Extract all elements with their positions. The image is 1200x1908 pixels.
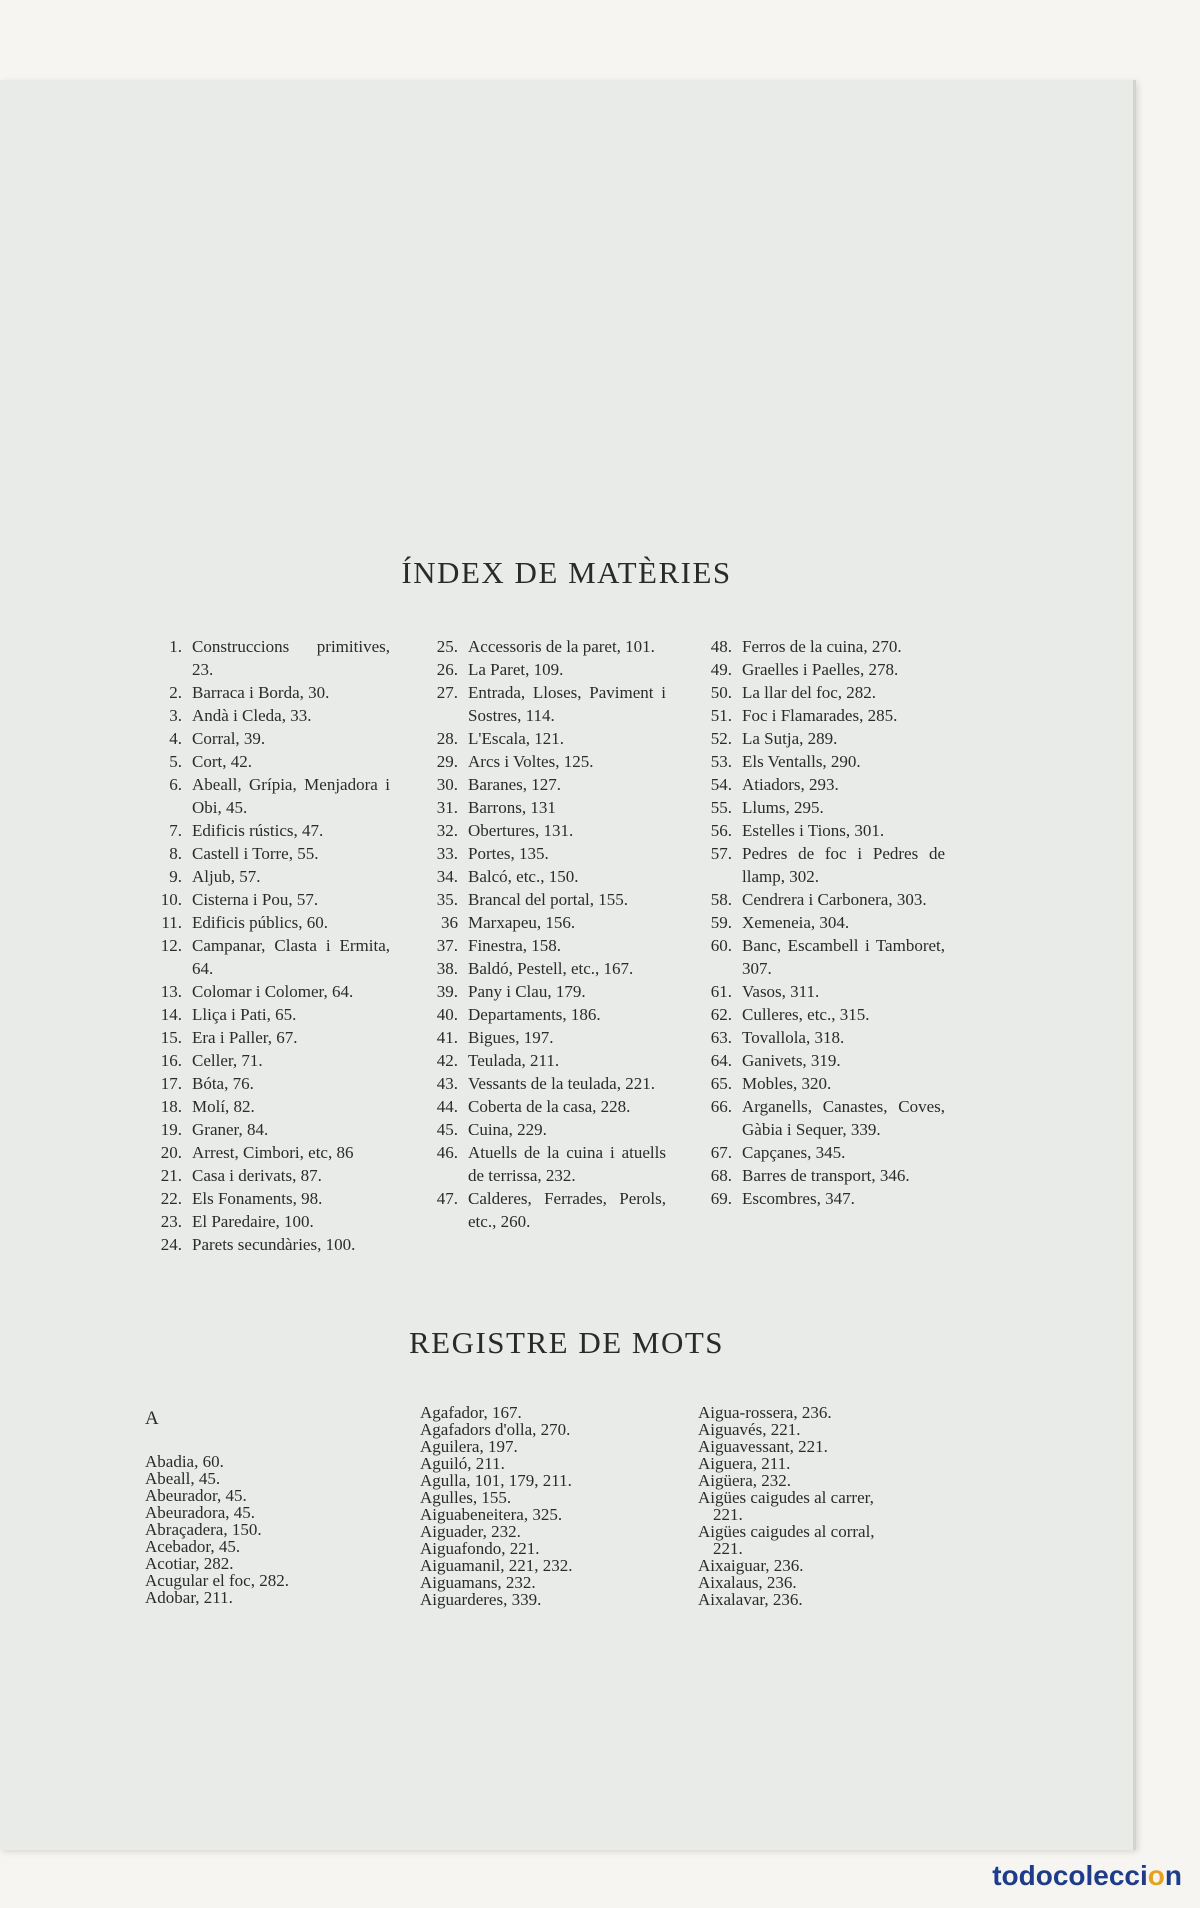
index-entry-text: Vessants de la teulada, 221. — [468, 1074, 655, 1093]
index-entry — [142, 1072, 390, 1095]
index-entry — [692, 658, 945, 681]
register-entry: Aiguarderes, 339. — [420, 1590, 542, 1609]
index-entry — [418, 888, 666, 911]
index-entry-number: 35. — [436, 890, 458, 909]
register-entry: Aiguera, 211. — [698, 1454, 791, 1473]
register-entry-continuation: 221. — [713, 1539, 743, 1558]
index-column-1 — [142, 635, 390, 1256]
index-entry-text: Bóta, 76. — [192, 1074, 254, 1093]
index-entry-text: Teulada, 211. — [468, 1051, 560, 1070]
register-list — [145, 1453, 385, 1606]
index-entry-number: 23. — [160, 1212, 182, 1231]
register-entry-continuation: 221. — [713, 1505, 743, 1524]
index-entry-text: Parets secundàries, 100. — [192, 1235, 356, 1254]
index-entry-text: La llar del foc, 282. — [742, 683, 877, 702]
index-entry-text: Entrada, Lloses, Paviment i Sostres, 114. — [468, 683, 666, 725]
index-entry — [692, 773, 945, 796]
index-entry-number: 68. — [710, 1166, 732, 1185]
index-entry-number: 7. — [169, 821, 182, 840]
index-entry-number: 65. — [710, 1074, 732, 1093]
index-entry-number: 2. — [169, 683, 182, 702]
index-entry — [142, 1026, 390, 1049]
register-entry: Aiguamans, 232. — [420, 1573, 536, 1592]
register-column-1 — [145, 1410, 385, 1606]
index-column-3 — [692, 635, 945, 1210]
index-entry — [692, 1072, 945, 1095]
index-heading: ÍNDEX DE MATÈRIES — [401, 555, 732, 590]
index-entry-text: Finestra, 158. — [468, 936, 562, 955]
register-entry: Agulla, 101, 179, 211. — [420, 1471, 572, 1490]
register-entry: Agulles, 155. — [420, 1488, 512, 1507]
index-entry — [692, 796, 945, 819]
index-entry-number: 57. — [710, 844, 732, 863]
index-entry — [692, 911, 945, 934]
index-entry-text: Graelles i Paelles, 278. — [742, 660, 899, 679]
index-entry-text: Edificis rústics, 47. — [192, 821, 324, 840]
register-entry: Acugular el foc, 282. — [145, 1571, 289, 1590]
index-entry — [692, 1187, 945, 1210]
index-entry-text: Brancal del portal, 155. — [468, 890, 629, 909]
index-entry — [692, 1003, 945, 1026]
index-entry-text: Celler, 71. — [192, 1051, 263, 1070]
index-entry — [142, 911, 390, 934]
index-entry-text: L'Escala, 121. — [468, 729, 565, 748]
index-entry-text: Ferros de la cuina, 270. — [742, 637, 902, 656]
register-entry: Aiguamanil, 221, 232. — [420, 1556, 573, 1575]
index-entry-text: La Sutja, 289. — [742, 729, 838, 748]
index-entry-text: Andà i Cleda, 33. — [192, 706, 312, 725]
index-entry — [142, 1141, 390, 1164]
index-entry-text: Lliça i Pati, 65. — [192, 1005, 297, 1024]
register-entry: Aixaiguar, 236. — [698, 1556, 804, 1575]
register-entry: Adobar, 211. — [145, 1588, 233, 1607]
index-entry-text: Arganells, Canastes, Coves, Gàbia i Sequer, 339. — [742, 1097, 945, 1139]
index-entry-number: 64. — [710, 1051, 732, 1070]
index-entry-number: 69. — [710, 1189, 732, 1208]
index-entry-number: 63. — [710, 1028, 732, 1047]
index-entry-number: 33. — [436, 844, 458, 863]
register-letter: A — [145, 1408, 159, 1429]
index-entry-text: Construccions primitives, 23. — [192, 637, 390, 679]
index-entry — [692, 980, 945, 1003]
index-entry — [692, 888, 945, 911]
index-entry-number: 36 — [441, 913, 458, 932]
index-entry — [142, 750, 390, 773]
register-column-2 — [420, 1404, 680, 1608]
index-entry-text: Cendrera i Carbonera, 303. — [742, 890, 927, 909]
index-entry-number: 37. — [436, 936, 458, 955]
index-entry — [692, 635, 945, 658]
index-entry-number: 59. — [710, 913, 732, 932]
index-entry — [142, 1049, 390, 1072]
index-entry — [418, 980, 666, 1003]
index-entry — [418, 1003, 666, 1026]
index-entry — [142, 1118, 390, 1141]
index-entry-text: Cort, 42. — [192, 752, 252, 771]
index-entry-text: El Paredaire, 100. — [192, 1212, 314, 1231]
register-entry: Aigües caigudes al carrer, — [698, 1488, 874, 1507]
index-entry-text: Llums, 295. — [742, 798, 824, 817]
index-entry-number: 14. — [160, 1005, 182, 1024]
index-entry-number: 58. — [710, 890, 732, 909]
index-entry-text: Els Ventalls, 290. — [742, 752, 861, 771]
index-entry — [418, 658, 666, 681]
index-entry-text: Cisterna i Pou, 57. — [192, 890, 319, 909]
index-entry — [418, 865, 666, 888]
index-entry-number: 27. — [436, 683, 458, 702]
index-entry — [692, 1095, 945, 1141]
register-entry: Aixalaus, 236. — [698, 1573, 797, 1592]
index-entry — [692, 727, 945, 750]
register-entry: Aigüera, 232. — [698, 1471, 792, 1490]
index-entry-number: 15. — [160, 1028, 182, 1047]
index-entry-text: La Paret, 109. — [468, 660, 564, 679]
index-entry-text: Molí, 82. — [192, 1097, 255, 1116]
register-entry: Abeuradora, 45. — [145, 1503, 255, 1522]
index-entry — [418, 1187, 666, 1233]
index-entry-number: 29. — [436, 752, 458, 771]
register-entry: Agafador, 167. — [420, 1403, 522, 1422]
index-entry-number: 47. — [436, 1189, 458, 1208]
register-entry: Aguilera, 197. — [420, 1437, 518, 1456]
index-entry-number: 34. — [436, 867, 458, 886]
index-entry-number: 67. — [710, 1143, 732, 1162]
register-entry: Acebador, 45. — [145, 1537, 241, 1556]
index-entry-number: 9. — [169, 867, 182, 886]
register-entry: Acotiar, 282. — [145, 1554, 234, 1573]
index-entry-number: 22. — [160, 1189, 182, 1208]
index-entry-text: Foc i Flamarades, 285. — [742, 706, 898, 725]
index-entry-number: 43. — [436, 1074, 458, 1093]
index-entry-number: 10. — [160, 890, 182, 909]
index-entry-number: 5. — [169, 752, 182, 771]
index-entry — [418, 773, 666, 796]
index-entry — [142, 1003, 390, 1026]
index-entry-number: 53. — [710, 752, 732, 771]
index-entry — [418, 796, 666, 819]
index-entry-text: Casa i derivats, 87. — [192, 1166, 322, 1185]
index-entry — [692, 750, 945, 773]
index-entry-text: Cuina, 229. — [468, 1120, 547, 1139]
index-entry-text: Barres de transport, 346. — [742, 1166, 910, 1185]
index-entry-number: 61. — [710, 982, 732, 1001]
index-entry-text: Xemeneia, 304. — [742, 913, 850, 932]
index-entry-number: 51. — [710, 706, 732, 725]
index-entry — [142, 635, 390, 681]
register-heading: REGISTRE DE MOTS — [408, 1325, 725, 1360]
index-entry-text: Campanar, Clasta i Ermita, 64. — [192, 936, 390, 978]
index-entry — [692, 681, 945, 704]
index-entry-number: 12. — [160, 936, 182, 955]
index-entry-number: 41. — [436, 1028, 458, 1047]
index-entry-number: 25. — [436, 637, 458, 656]
index-entry — [692, 1141, 945, 1164]
index-entry-text: Castell i Torre, 55. — [192, 844, 319, 863]
index-entry-number: 46. — [436, 1143, 458, 1162]
index-entry-text: Barrons, 131 — [468, 798, 556, 817]
index-entry-number: 26. — [436, 660, 458, 679]
index-entry — [418, 727, 666, 750]
index-entry — [142, 773, 390, 819]
index-entry-text: Corral, 39. — [192, 729, 266, 748]
index-entry-number: 50. — [710, 683, 732, 702]
register-entry: Aigua-rossera, 236. — [698, 1403, 832, 1422]
index-entry — [142, 1187, 390, 1210]
index-entry-number: 45. — [436, 1120, 458, 1139]
index-entry — [418, 1118, 666, 1141]
index-entry-text: Atuells de la cuina i atuells de terrissa, 232. — [468, 1143, 666, 1185]
register-entry: Aiguafondo, 221. — [420, 1539, 540, 1558]
index-entry-text: Ganivets, 319. — [742, 1051, 841, 1070]
index-entry-number: 31. — [436, 798, 458, 817]
index-entry-number: 54. — [710, 775, 732, 794]
index-entry-text: Obertures, 131. — [468, 821, 574, 840]
index-entry-number: 32. — [436, 821, 458, 840]
index-entry-text: Els Fonaments, 98. — [192, 1189, 323, 1208]
index-entry-number: 6. — [169, 775, 182, 794]
index-entry — [142, 1095, 390, 1118]
register-entry: Abeall, 45. — [145, 1469, 221, 1488]
index-entry — [418, 1095, 666, 1118]
index-entry-text: Marxapeu, 156. — [468, 913, 576, 932]
register-entry: Abraçadera, 150. — [145, 1520, 262, 1539]
index-entry — [418, 1141, 666, 1187]
index-entry-number: 38. — [436, 959, 458, 978]
index-entry-number: 8. — [169, 844, 182, 863]
index-entry-number: 62. — [710, 1005, 732, 1024]
index-entry-number: 66. — [710, 1097, 732, 1116]
index-entry-number: 40. — [436, 1005, 458, 1024]
index-entry — [142, 727, 390, 750]
index-entry-text: Portes, 135. — [468, 844, 549, 863]
index-entry-text: Abeall, Grípia, Menjadora i Obi, 45. — [192, 775, 390, 817]
index-entry-text: Colomar i Colomer, 64. — [192, 982, 354, 1001]
index-entry — [142, 1210, 390, 1233]
register-entry: Aiguavessant, 221. — [698, 1437, 828, 1456]
index-entry — [142, 681, 390, 704]
index-entry — [418, 819, 666, 842]
index-entry — [142, 865, 390, 888]
index-entry-number: 44. — [436, 1097, 458, 1116]
index-entry-text: Bigues, 197. — [468, 1028, 554, 1047]
index-entry-text: Arrest, Cimbori, etc, 86 — [192, 1143, 354, 1162]
index-entry-number: 30. — [436, 775, 458, 794]
index-entry — [142, 1164, 390, 1187]
index-entry-number: 3. — [169, 706, 182, 725]
index-entry-text: Coberta de la casa, 228. — [468, 1097, 631, 1116]
index-entry — [692, 934, 945, 980]
index-entry — [692, 704, 945, 727]
index-entry-text: Accessoris de la paret, 101. — [468, 637, 655, 656]
index-entry-text: Estelles i Tions, 301. — [742, 821, 885, 840]
index-entry — [142, 980, 390, 1003]
index-entry-number: 24. — [160, 1235, 182, 1254]
index-entry-text: Balcó, etc., 150. — [468, 867, 579, 886]
index-entry-text: Atiadors, 293. — [742, 775, 839, 794]
index-entry-number: 56. — [710, 821, 732, 840]
index-entry-number: 13. — [160, 982, 182, 1001]
index-entry — [418, 1072, 666, 1095]
index-entry — [142, 819, 390, 842]
index-entry-text: Vasos, 311. — [742, 982, 820, 1001]
index-entry-text: Era i Paller, 67. — [192, 1028, 298, 1047]
index-entry — [142, 704, 390, 727]
index-entry-text: Tovallola, 318. — [742, 1028, 845, 1047]
index-entry-text: Baldó, Pestell, etc., 167. — [468, 959, 634, 978]
index-entry — [418, 681, 666, 727]
index-entry-text: Edificis públics, 60. — [192, 913, 328, 932]
index-entry-number: 18. — [160, 1097, 182, 1116]
index-entry-text: Pedres de foc i Pedres de llamp, 302. — [742, 844, 945, 886]
index-entry-text: Barraca i Borda, 30. — [192, 683, 330, 702]
index-entry-number: 4. — [169, 729, 182, 748]
index-entry — [418, 1049, 666, 1072]
register-entry: Aguiló, 211. — [420, 1454, 505, 1473]
index-entry-number: 19. — [160, 1120, 182, 1139]
index-entry-number: 1. — [169, 637, 182, 656]
index-entry-text: Baranes, 127. — [468, 775, 562, 794]
index-entry-number: 21. — [160, 1166, 182, 1185]
index-entry — [692, 1164, 945, 1187]
register-entry: Abadia, 60. — [145, 1452, 224, 1471]
register-entry: Aiguavés, 221. — [698, 1420, 801, 1439]
index-entry — [142, 842, 390, 865]
index-entry-text: Mobles, 320. — [742, 1074, 832, 1093]
index-entry — [692, 842, 945, 888]
register-column-3 — [698, 1404, 958, 1608]
index-entry — [418, 635, 666, 658]
index-entry-number: 55. — [710, 798, 732, 817]
index-entry-text: Arcs i Voltes, 125. — [468, 752, 594, 771]
index-entry-number: 28. — [436, 729, 458, 748]
index-entry — [142, 934, 390, 980]
index-entry-text: Banc, Escambell i Tamboret, 307. — [742, 936, 945, 978]
index-entry — [418, 750, 666, 773]
index-entry — [418, 957, 666, 980]
index-entry-number: 42. — [436, 1051, 458, 1070]
index-entry — [692, 1026, 945, 1049]
register-entry: Aiguabeneitera, 325. — [420, 1505, 563, 1524]
register-entry: Aigües caigudes al corral, — [698, 1522, 875, 1541]
index-entry-number: 39. — [436, 982, 458, 1001]
register-entry: Aixalavar, 236. — [698, 1590, 803, 1609]
index-entry-text: Escombres, 347. — [742, 1189, 855, 1208]
index-entry-number: 11. — [161, 913, 182, 932]
index-entry-text: Departaments, 186. — [468, 1005, 601, 1024]
register-entry: Aiguader, 232. — [420, 1522, 521, 1541]
index-entry-number: 49. — [710, 660, 732, 679]
index-entry-text: Capçanes, 345. — [742, 1143, 846, 1162]
index-entry — [142, 888, 390, 911]
index-entry-text: Culleres, etc., 315. — [742, 1005, 870, 1024]
index-entry — [692, 1049, 945, 1072]
index-entry-number: 16. — [160, 1051, 182, 1070]
index-entry-number: 52. — [710, 729, 732, 748]
index-entry-text: Pany i Clau, 179. — [468, 982, 586, 1001]
index-entry — [418, 934, 666, 957]
index-column-2 — [418, 635, 666, 1233]
index-entry-text: Aljub, 57. — [192, 867, 261, 886]
watermark-logo: todocoleccion — [992, 1860, 1182, 1891]
index-entry — [418, 842, 666, 865]
index-entry — [142, 1233, 390, 1256]
index-entry-text: Graner, 84. — [192, 1120, 269, 1139]
register-entry: Agafadors d'olla, 270. — [420, 1420, 571, 1439]
index-entry-number: 20. — [160, 1143, 182, 1162]
index-entry — [692, 819, 945, 842]
register-entry: Abeurador, 45. — [145, 1486, 247, 1505]
index-entry-text: Calderes, Ferrades, Perols, etc., 260. — [468, 1189, 666, 1231]
index-entry-number: 17. — [160, 1074, 182, 1093]
index-entry-number: 60. — [710, 936, 732, 955]
index-entry — [418, 1026, 666, 1049]
index-entry-number: 48. — [710, 637, 732, 656]
index-entry — [418, 911, 666, 934]
